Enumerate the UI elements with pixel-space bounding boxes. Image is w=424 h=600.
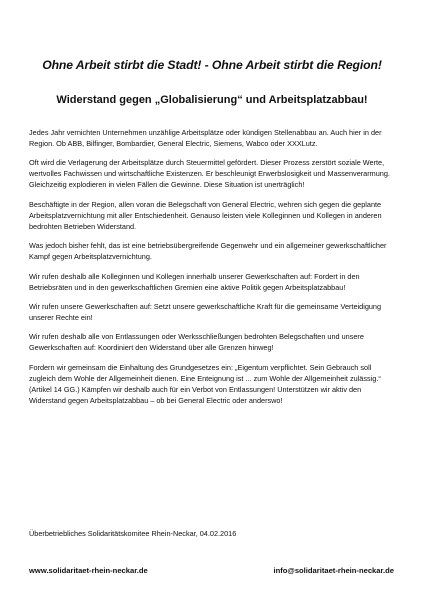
paragraph: Wir rufen unsere Gewerkschaften auf: Setzt unsere gewerkschaftliche Kraft für die gemeinsame Verteidigung unserer Rechte ein! bbox=[29, 301, 382, 322]
body-text bbox=[29, 127, 394, 414]
paragraph: Was jedoch bisher fehlt, das ist eine betriebsübergreifende Gegenwehr und ein allgemeiner gewerkschaftlicher Kampf gegen Arbeitsplatzvernichtung. bbox=[29, 241, 387, 262]
footer bbox=[29, 566, 394, 575]
paragraph: Jedes Jahr vernichten Unternehmen unzählige Arbeitsplätze oder kündigen Stellenabbau an. Auch hier in der Region. Ob ABB, Bilfinger, Bombardier, General Electric, Siemens, Wabco oder XXXLutz. bbox=[29, 128, 382, 148]
email-link[interactable]: info@solidaritaet-rhein-neckar.de bbox=[273, 566, 394, 575]
signature: Überbetriebliches Solidaritätskomitee Rhein-Neckar, 04.02.2016 bbox=[29, 529, 237, 538]
paragraph: Beschäftigte in der Region, allen voran die Belegschaft von General Electric, wehren sich gegen die geplante Arbeitsplatzvernichtung mit aller Entschiedenheit. Genauso leisten viele Kolleginnen und Kollegen in anderen bedrohten Betrieben Widerstand. bbox=[29, 199, 382, 231]
paragraph: Wir rufen deshalb alle Kolleginnen und Kollegen innerhalb unserer Gewerkschaften auf: Fordert in den Betriebsräten und in den gewerkschaftlichen Gremien eine aktive Politik gegen Arbeitsplatzabbau! bbox=[29, 271, 360, 292]
paragraph: Fordern wir gemeinsam die Einhaltung des Grundgesetzes ein: „Eigentum verpflichtet. Sein Gebrauch soll zugleich dem Wohle der Allgemeinheit dienen. Eine Enteignung ist ... zum Wohle der Allgemeinheit zulässig.“ (Artikel 14 GG.) Kämpfen wir deshalb auch für ein Verbot von Entlassungen! Unterstützen wir aktiv den Widerstand gegen Arbeitsplatzabbau – ob bei General Electric oder anderswo! bbox=[29, 362, 381, 405]
website-link[interactable]: www.solidaritaet-rhein-neckar.de bbox=[29, 566, 148, 575]
subheadline: Widerstand gegen „Globalisierung“ und Arbeitsplatzabbau! bbox=[56, 94, 368, 106]
headline: Ohne Arbeit stirbt die Stadt! - Ohne Arbeit stirbt die Region! bbox=[42, 58, 382, 72]
paragraph: Oft wird die Verlagerung der Arbeitsplätze durch Steuermittel gefördert. Dieser Prozess zerstört soziale Werte, wertvolles Fachwissen und wirtschaftliche Existenzen. Er beschleunigt Erwerbslosigkeit und Massenverarmung. Gleichzeitig explodieren in vielen Fällen die Gewinne. Diese Situation ist unerträglich! bbox=[29, 158, 390, 190]
paragraph: Wir rufen deshalb alle von Entlassungen oder Werksschließungen bedrohten Belegschaften und unsere Gewerkschaften auf: Koordiniert den Widerstand über alle Grenzen hinweg! bbox=[29, 332, 364, 353]
